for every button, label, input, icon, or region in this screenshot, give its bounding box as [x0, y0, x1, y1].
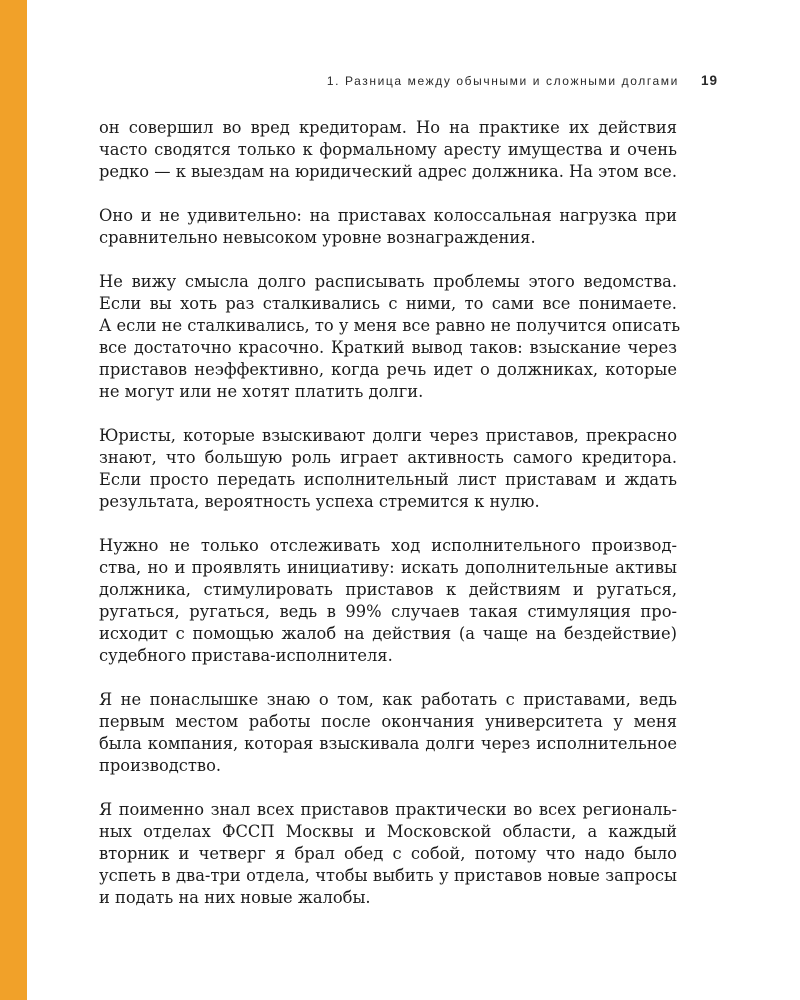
text-line: Если вы хоть раз сталкивались с ними, то сами все понимаете. — [99, 294, 677, 313]
text-line: и подать на них новые жалобы. — [99, 888, 371, 907]
text-line: не могут или не хотят платить долги. — [99, 382, 424, 401]
page-body — [99, 117, 681, 931]
text-line: должника, стимулировать приставов к действиям и ругаться, — [99, 580, 677, 599]
body-paragraph — [99, 425, 677, 513]
running-header — [327, 73, 718, 88]
text-line: А если не сталкивались, то у меня все равно не получится описать — [99, 316, 681, 335]
body-paragraph — [99, 117, 677, 183]
text-line: он совершил во вред кредиторам. Но на практике их действия — [99, 118, 677, 137]
text-line: ных отделах ФССП Москвы и Московской области, а каждый — [99, 822, 677, 841]
text-line: успеть в два-три отдела, чтобы выбить у приставов новые запросы — [99, 866, 677, 885]
text-line: часто сводятся только к формальному аресту имущества и очень — [99, 140, 677, 159]
text-line: производство. — [99, 756, 222, 775]
text-line: исходит с помощью жалоб на действия (а чаще на бездействие) — [99, 624, 677, 643]
text-line: ства, но и проявлять инициативу: искать дополнительные активы — [99, 558, 677, 577]
text-line: редко — к выездам на юридический адрес должника. На этом все. — [99, 162, 677, 181]
text-line: судебного пристава-исполнителя. — [99, 646, 393, 665]
body-paragraph — [99, 799, 677, 909]
body-paragraph — [99, 689, 677, 777]
page-number: 19 — [700, 73, 718, 88]
text-line: все достаточно красочно. Краткий вывод таков: взыскание через — [99, 338, 677, 357]
text-line: первым местом работы после окончания университета у меня — [99, 712, 677, 731]
text-line: Юристы, которые взыскивают долги через приставов, прекрасно — [99, 426, 677, 445]
text-line: Я не понаслышке знаю о том, как работать с приставами, ведь — [99, 690, 677, 709]
text-line: Если просто передать исполнительный лист приставам и ждать — [99, 470, 677, 489]
text-line: Оно и не удивительно: на приставах колоссальная нагрузка при — [99, 206, 677, 225]
text-line: Я поименно знал всех приставов практически во всех региональ- — [99, 800, 677, 819]
text-line: ругаться, ругаться, ведь в 99% случаев такая стимуляция про- — [99, 602, 677, 621]
body-paragraph — [99, 205, 677, 249]
text-line: вторник и четверг я брал обед с собой, потому что надо было — [99, 844, 677, 863]
text-line: Нужно не только отслеживать ход исполнительного производ- — [99, 536, 677, 555]
chapter-title: 1. Разница между обычными и сложными долгами — [326, 74, 679, 88]
text-line: приставов неэффективно, когда речь идет о должниках, которые — [99, 360, 677, 379]
text-line: сравнительно невысоком уровне вознаграждения. — [99, 228, 536, 247]
body-paragraph — [99, 535, 677, 667]
text-line: была компания, которая взыскивала долги через исполнительное — [99, 734, 677, 753]
orange-spine-bar — [0, 0, 27, 1000]
text-line: результата, вероятность успеха стремится к нулю. — [99, 492, 540, 511]
body-paragraph — [99, 271, 681, 403]
text-line: Не вижу смысла долго расписывать проблемы этого ведомства. — [99, 272, 677, 291]
text-line: знают, что большую роль играет активность самого кредитора. — [99, 448, 677, 467]
